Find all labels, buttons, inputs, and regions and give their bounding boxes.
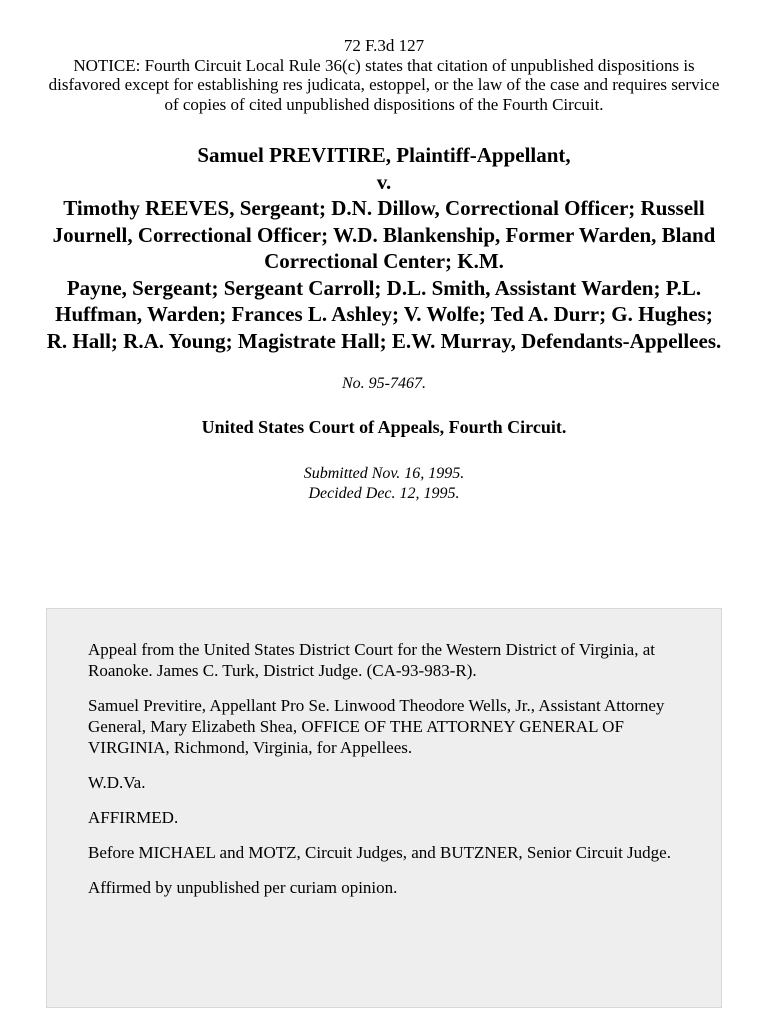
judges: Before MICHAEL and MOTZ, Circuit Judges, and BUTZNER, Senior Circuit Judge. bbox=[88, 843, 671, 862]
court-name: United States Court of Appeals, Fourth Circuit. bbox=[201, 417, 567, 437]
document-header bbox=[44, 0, 724, 114]
submitted-date: Submitted Nov. 16, 1995. bbox=[303, 465, 465, 482]
district: W.D.Va. bbox=[88, 773, 146, 792]
versus: v. bbox=[376, 169, 392, 194]
appellees-continued: Payne, Sergeant; Sergeant Carroll; D.L. Smith, Assistant Warden; P.L. Huffman, Warden; Frances L. Ashley; V. Wolfe; Ted A. Durr; G. Hughes; R. Hall; R.A. Young; Magistrate Hall; E.W. Murray, Defendants-Appellees. bbox=[46, 275, 722, 353]
appellees: Timothy REEVES, Sergeant; D.N. Dillow, Correctional Officer; Russell Journell, Correctional Officer; W.D. Blankenship, Former Warden, Bland Correctional Center; K.M. bbox=[52, 196, 716, 273]
opinion-type: Affirmed by unpublished per curiam opinion. bbox=[88, 878, 398, 897]
notice: NOTICE: Fourth Circuit Local Rule 36(c) states that citation of unpublished dispositions is disfavored except for establishing res judicata, estoppel, or the law of the case and requires service of copies of cited unpublished dispositions of the Fourth Circuit. bbox=[48, 55, 720, 114]
citation: 72 F.3d 127 bbox=[343, 36, 425, 55]
counsel: Samuel Previtire, Appellant Pro Se. Linwood Theodore Wells, Jr., Assistant Attorney General, Mary Elizabeth Shea, OFFICE OF THE ATTORNEY GENERAL OF VIRGINIA, Richmond, Virginia, for Appellees. bbox=[88, 696, 665, 757]
case-details-panel bbox=[46, 608, 722, 1008]
appellant: Samuel PREVITIRE, Plaintiff-Appellant, bbox=[197, 143, 571, 167]
docket-number: No. 95-7467. bbox=[342, 375, 426, 392]
case-dates bbox=[0, 464, 768, 504]
disposition: AFFIRMED. bbox=[88, 808, 179, 827]
appeal-from: Appeal from the United States District Court for the Western District of Virginia, at Roanoke. James C. Turk, District Judge. (CA-93-983-R). bbox=[88, 640, 655, 680]
decided-date: Decided Dec. 12, 1995. bbox=[308, 485, 460, 502]
case-caption bbox=[44, 142, 724, 354]
